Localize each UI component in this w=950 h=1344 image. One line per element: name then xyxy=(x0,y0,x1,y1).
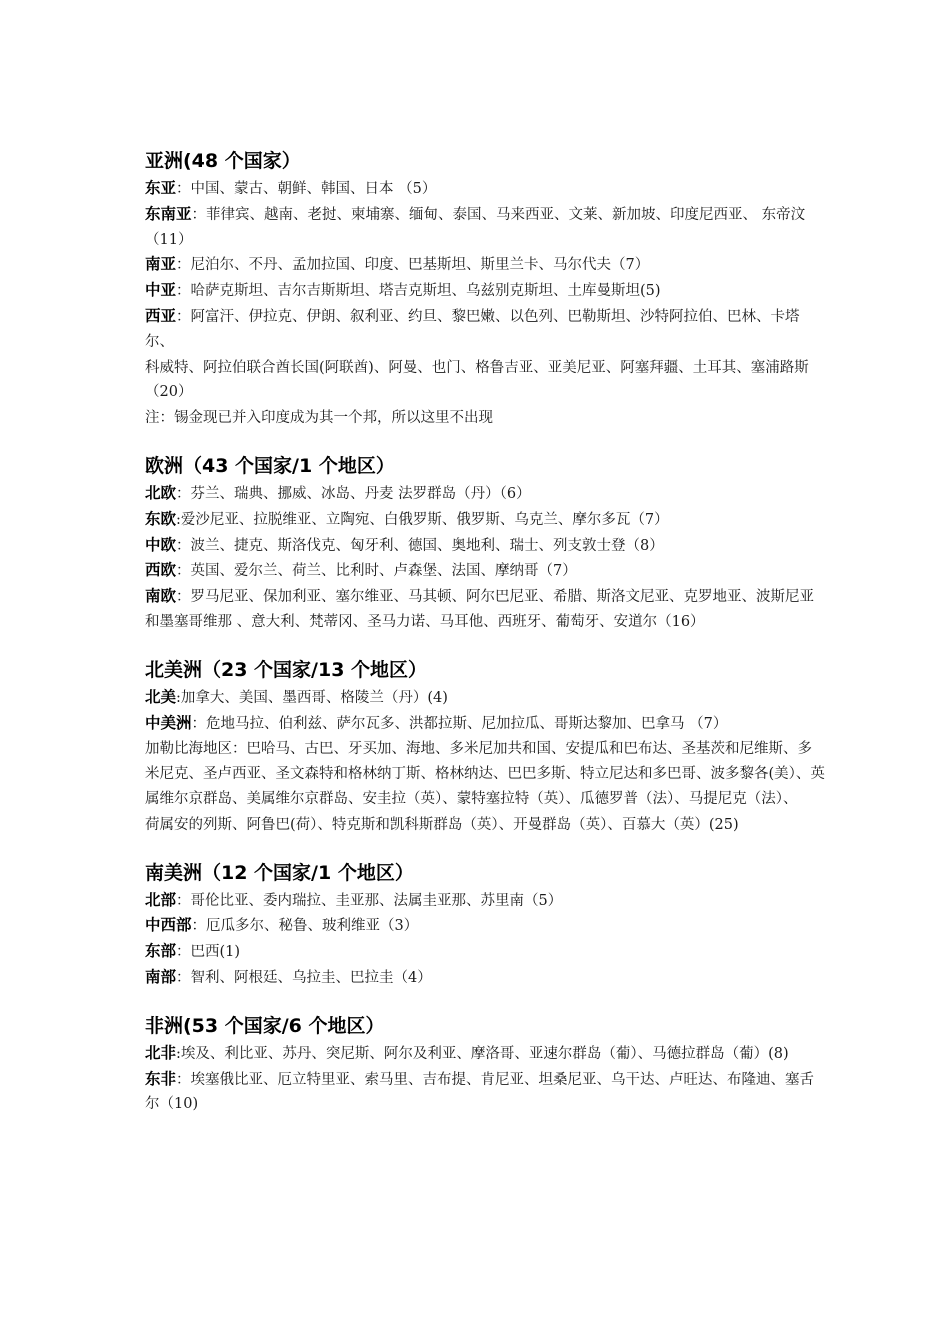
region-label: 南亚 xyxy=(145,255,177,274)
region-line xyxy=(145,481,825,507)
region-line xyxy=(145,812,825,838)
region-label: 中西部 xyxy=(145,916,192,935)
region-countries: ：危地马拉、伯利兹、萨尔瓦多、洪都拉斯、尼加拉瓜、哥斯达黎加、巴拿马 （7） xyxy=(191,715,728,732)
region-line xyxy=(145,355,825,406)
region-label: 北美 xyxy=(145,687,177,706)
section-heading: 欧洲（43 个国家/1 个地区） xyxy=(145,454,395,477)
section-heading: 北美洲（23 个国家/13 个地区） xyxy=(145,658,428,681)
region-line xyxy=(145,711,825,737)
region-line xyxy=(145,1041,825,1067)
section-heading: 亚洲(48 个国家） xyxy=(145,150,301,172)
region-countries: ：尼泊尔、不丹、孟加拉国、印度、巴基斯坦、斯里兰卡、马尔代夫（7） xyxy=(176,257,650,274)
region-line xyxy=(145,507,825,533)
note-line xyxy=(145,405,825,431)
section-asia xyxy=(145,146,825,431)
section-heading: 非洲(53 个国家/6 个地区） xyxy=(145,1014,385,1037)
note-text: 注：锡金现已并入印度成为其一个邦，所以这里不出现 xyxy=(145,410,493,427)
region-label: 中欧 xyxy=(145,535,177,554)
section-north-america xyxy=(145,655,825,838)
region-label: 北欧 xyxy=(145,483,177,502)
region-line xyxy=(145,913,825,939)
region-label: 南部 xyxy=(145,967,177,986)
region-countries: :埃及、利比亚、苏丹、突尼斯、阿尔及利亚、摩洛哥、亚速尔群岛（葡）、马德拉群岛（葡）(8) xyxy=(176,1045,789,1062)
region-countries: ：罗马尼亚、保加利亚、塞尔维亚、马其顿、阿尔巴尼亚、希腊、斯洛文尼亚、克罗地亚、波斯尼亚和墨塞哥维那 、意大利、梵蒂冈、圣马力诺、马耳他、西班牙、葡萄牙、安道尔（16） xyxy=(145,589,815,630)
region-label: 东南亚 xyxy=(145,204,192,223)
region-label: 东亚 xyxy=(145,179,177,197)
region-line xyxy=(145,558,825,584)
region-countries: ：巴西(1) xyxy=(176,944,241,961)
region-label: 北非 xyxy=(145,1043,177,1062)
region-label: 东非 xyxy=(145,1069,177,1088)
region-line xyxy=(145,176,825,202)
region-countries: ：波兰、捷克、斯洛伐克、匈牙利、德国、奥地利、瑞士、列支敦士登（8） xyxy=(176,537,664,554)
region-label: 东欧 xyxy=(145,509,177,528)
region-line xyxy=(145,888,825,914)
section-heading: 南美洲（12 个国家/1 个地区） xyxy=(145,861,414,884)
region-label: 北部 xyxy=(145,890,177,909)
region-countries: ：芬兰、瑞典、挪威、冰岛、丹麦 法罗群岛（丹）（6） xyxy=(176,485,531,502)
region-line xyxy=(145,252,825,278)
region-line xyxy=(145,736,825,811)
region-countries: ：阿富汗、伊拉克、伊朗、叙利亚、约旦、黎巴嫩、以色列、巴勒斯坦、沙特阿拉伯、巴林、卡塔尔、 xyxy=(145,308,800,350)
section-europe xyxy=(145,451,825,635)
document-body xyxy=(145,146,825,1137)
region-countries: ：智利、阿根廷、乌拉圭、巴拉圭（4） xyxy=(176,969,432,986)
region-line xyxy=(145,533,825,559)
region-countries: 科威特、阿拉伯联合酋长国(阿联酋)、阿曼、也门、格鲁吉亚、亚美尼亚、阿塞拜疆、土耳其、塞浦路斯（20） xyxy=(145,359,809,401)
region-label: 南欧 xyxy=(145,587,177,606)
section-south-america xyxy=(145,858,825,991)
region-countries: ：埃塞俄比亚、厄立特里亚、索马里、吉布提、肯尼亚、坦桑尼亚、乌干达、卢旺达、布隆迪、塞舌尔（10) xyxy=(145,1071,815,1113)
region-label: 东部 xyxy=(145,942,177,961)
region-label: 中亚 xyxy=(145,281,177,300)
section-africa xyxy=(145,1011,825,1117)
region-countries: ：英国、爱尔兰、荷兰、比利时、卢森堡、法国、摩纳哥（7） xyxy=(176,563,577,580)
region-line xyxy=(145,304,825,355)
region-line xyxy=(145,685,825,711)
region-countries: :加拿大、美国、墨西哥、格陵兰（丹）(4) xyxy=(176,689,448,706)
region-line xyxy=(145,965,825,991)
region-label: 西亚 xyxy=(145,306,177,325)
region-line xyxy=(145,278,825,304)
region-countries: :爱沙尼亚、拉脱维亚、立陶宛、白俄罗斯、俄罗斯、乌克兰、摩尔多瓦（7） xyxy=(176,511,669,528)
region-countries: ：哥伦比亚、委内瑞拉、圭亚那、法属圭亚那、苏里南（5） xyxy=(176,892,563,909)
region-line xyxy=(145,939,825,965)
region-countries: ：哈萨克斯坦、吉尔吉斯斯坦、塔吉克斯坦、乌兹别克斯坦、土库曼斯坦(5) xyxy=(176,283,661,300)
region-line xyxy=(145,1067,825,1118)
region-line xyxy=(145,202,825,253)
region-line xyxy=(145,584,825,635)
region-countries: ：菲律宾、越南、老挝、柬埔寨、缅甸、泰国、马来西亚、文莱、新加坡、印度尼西亚、 东帝汶 （11） xyxy=(145,206,806,248)
region-countries: 加勒比海地区：巴哈马、古巴、牙买加、海地、多米尼加共和国、安提瓜和巴布达、圣基茨和尼维斯、多米尼克、圣卢西亚、圣文森特和格林纳丁斯、格林纳达、巴巴多斯、特立尼达和多巴哥、波多黎各(美）、英属维尔京群岛、美属维尔京群岛、安圭拉（英）、蒙特塞拉特（英）、瓜德罗普（法）、马提尼克（法）、 xyxy=(145,741,825,807)
region-label: 西欧 xyxy=(145,561,177,580)
region-countries: ：厄瓜多尔、秘鲁、玻利维亚（3） xyxy=(191,918,419,935)
region-countries: ：中国、蒙古、朝鲜、韩国、日本 （5） xyxy=(176,181,437,197)
region-countries: 荷属安的列斯、阿鲁巴(荷）、特克斯和凯科斯群岛（英）、开曼群岛（英）、百慕大（英）(25) xyxy=(145,816,739,833)
region-label: 中美洲 xyxy=(145,713,192,732)
